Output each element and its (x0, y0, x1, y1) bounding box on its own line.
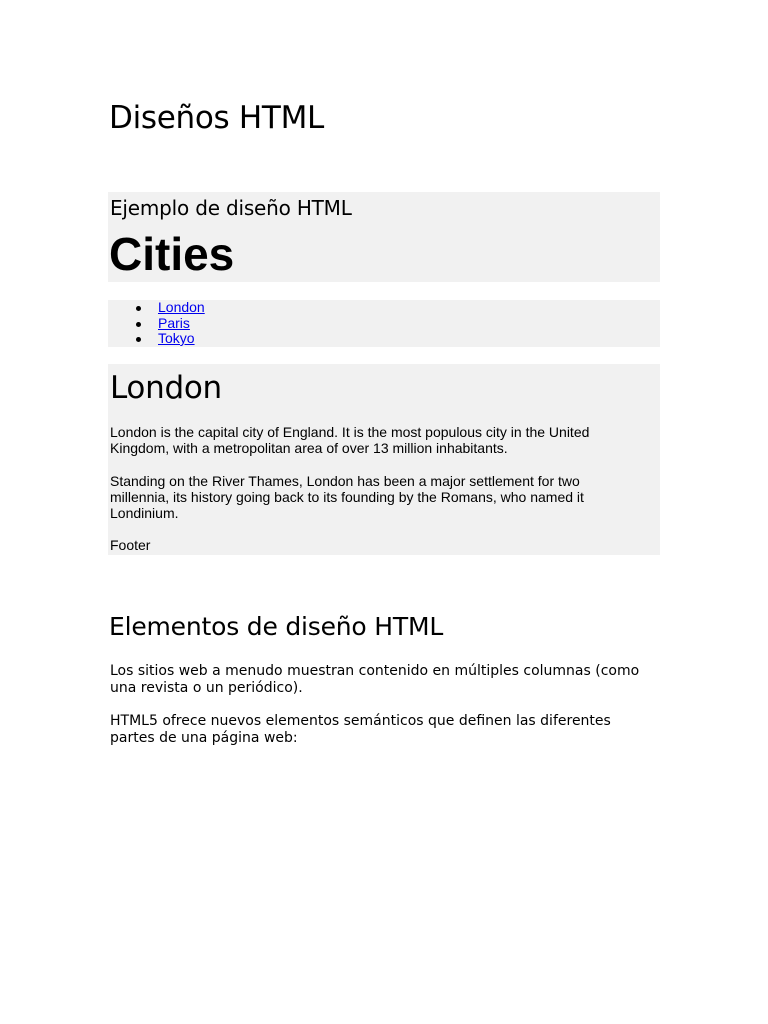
article-body (110, 424, 640, 570)
section-body (110, 663, 655, 763)
article-paragraph: London is the capital city of England. It is the most populous city in the United Kingdom, with a metropolitan area of over 13 million inhabitants. (110, 424, 590, 457)
cities-nav-list (110, 300, 660, 347)
nav-item-paris (158, 316, 660, 332)
example-caption: Ejemplo de diseño HTML (110, 196, 352, 220)
section-paragraph: Los sitios web a menudo muestran contenido en múltiples columnas (como una revista o un periódico). (110, 663, 640, 696)
nav-item-london (158, 300, 660, 316)
london-article (108, 364, 660, 555)
nav-link-tokyo[interactable]: Tokyo (158, 330, 195, 346)
article-title: London (110, 370, 222, 406)
cities-header-title: Cities (109, 228, 235, 280)
layout-example (108, 192, 660, 555)
example-header (108, 192, 660, 282)
article-paragraph: Standing on the River Thames, London has been a major settlement for two millennia, its history going back to its founding by the Romans, who named it Londinium. (110, 472, 584, 522)
nav-link-paris[interactable]: Paris (158, 314, 190, 331)
cities-nav (108, 300, 660, 347)
nav-link-london[interactable]: London (158, 299, 205, 315)
page-title: Diseños HTML (109, 100, 324, 136)
article-footer: Footer (110, 537, 151, 554)
nav-item-tokyo (158, 331, 660, 347)
section-paragraph: HTML5 ofrece nuevos elementos semánticos que definen las diferentes partes de una página web: (110, 713, 611, 746)
section-title: Elementos de diseño HTML (109, 612, 444, 641)
